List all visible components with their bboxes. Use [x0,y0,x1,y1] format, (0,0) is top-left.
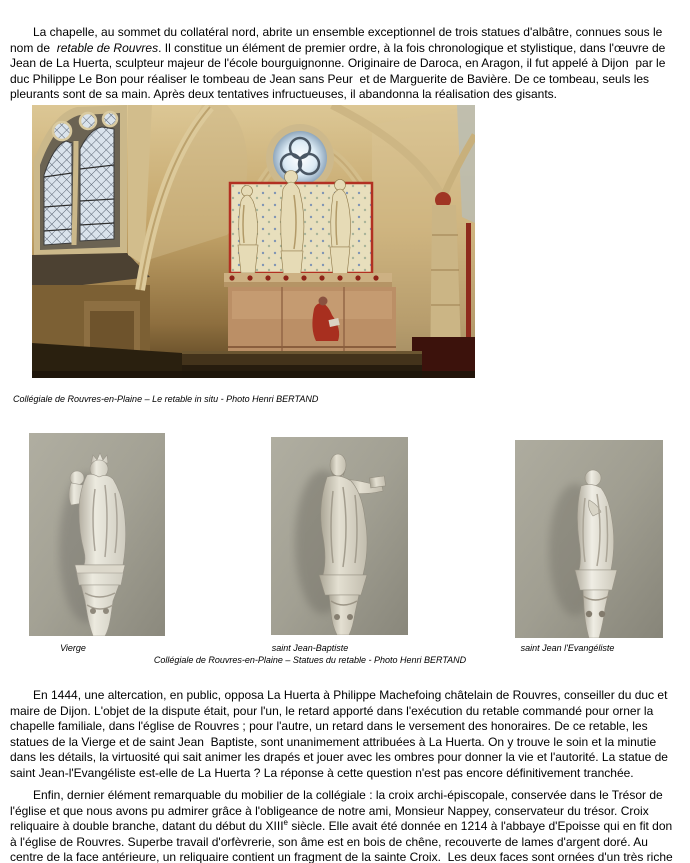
retable-photo [32,105,475,378]
jean-evangeliste-statue-illustration [515,440,663,638]
century-superscript: e [283,818,288,827]
statue-label-jean-evangeliste: saint Jean l'Evangéliste [520,643,615,653]
croix-paragraph [10,788,678,863]
intro-text-start: La chapelle, au sommet du collatéral nord, abrite un ensemble exceptionnel de trois statues d'albâtre, connues sous le nom de [10,25,663,55]
statue-label-vierge: Vierge [60,643,86,653]
statue-photo-jean-baptiste [271,437,408,635]
croix-text-start: Enfin, dernier élément remarquable du mobilier de la collégiale : la croix archi-épiscopale, conservée dans le Trésor de l'église et que nous avons pu admirer grâce à l'obligeance de notre ami, Monsieur Nappey, conservateur du trésor. Croix reliquaire à double branche, datant du début du XIII [10,788,663,833]
retable-term: retable de Rouvres [56,40,159,55]
vierge-statue-illustration [29,433,165,636]
altercation-paragraph: En 1444, une altercation, en public, opposa La Huerta à Philippe Machefoing châtelain de Rouvres, conseiller du duc et maire de Dijon. L'objet de la dispute était, pour l'un, le retard apporté dans l'exécution du retable commandé pour orner la chapelle familiale, dans l'église de Rouvres ; pour l'autre, un retard dans le versement des honoraires. De ce retable, les statues de la Vierge et de saint Jean Baptiste, sont unanimement attribuées à La Huerta. On y trouve le soin et la minutie dans les détails, la virtuosité qui sait animer les drapés et jouer avec les ombres pour donner la vie et l'autorité. La statue de saint Jean-l'Evangéliste est-elle de La Huerta ? La réponse à cette question n'est pas encore définitivement tranchée. [10,688,668,780]
statues-row-caption: Collégiale de Rouvres-en-Plaine – Statues du retable - Photo Henri BERTAND [153,655,467,665]
statue-label-jean-baptiste: saint Jean-Baptiste [271,643,349,653]
jean-baptiste-statue-illustration [271,437,408,635]
chapel-interior-illustration [32,105,475,378]
intro-paragraph [10,25,678,103]
statue-photo-vierge [29,433,165,636]
intro-text-end: . Il constitue un élément de premier ordre, à la fois chronologique et stylistique, dans l'œuvre de Jean de La Huerta, sculpteur majeur de l'école bourguignonne. Originaire de Daroca, en Aragon, il fut appelé à Dijon par le duc Philippe Le Bon pour réaliser le tombeau de Jean sans Peur et de Marguerite de Bavière. De ce tombeau, seuls les pleurants sont de sa main. Après deux tentatives infructueuses, il abandonna la réalisation des gisants. [10,40,666,101]
croix-text-end: siècle. Elle avait été donnée en 1214 à l'abbaye d'Epoisse qui en fit don à l'église de Rouvres. Superbe travail d'orfèvrerie, son âme est en bois de chêne, recouverte de lames d'argent doré. Au centre de la face antérieure, un reliquaire contient un fragment de la sainte Croix. Les deux faces sont ornées d'un très riche [10,819,673,863]
statue-photo-jean-evangeliste [515,440,663,638]
retable-photo-caption: Collégiale de Rouvres-en-Plaine – Le retable in situ - Photo Henri BERTAND [13,394,319,404]
